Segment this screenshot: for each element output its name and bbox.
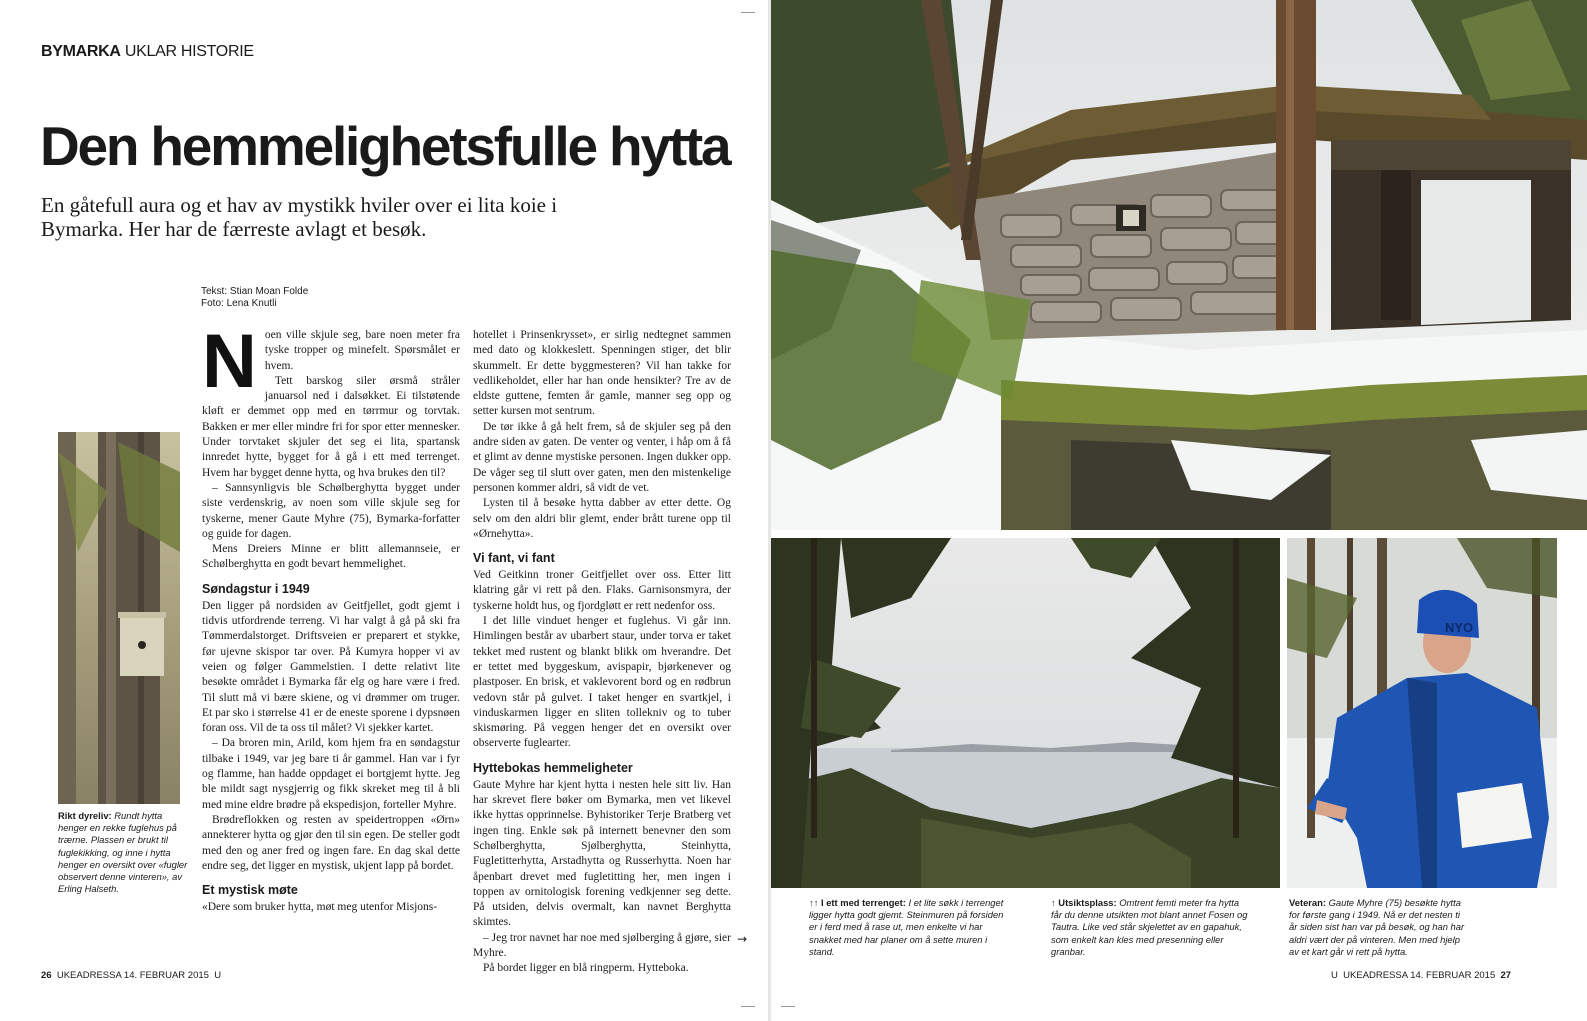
veteran-photo (1287, 538, 1557, 888)
body-column-1: N oen ville skjule seg, bare noen meter fra tyske tropper og minefelt. Spørsmålet er hvem. Tett barskog siler ørsmå stråler januarsol ned i dalsøkket. Ei tilstøtende kløft er demmet opp med en tørrmur og torvtak. Bakken er mer eller mindre fri for spor etter mennesker. Under torvtaket skjuler det seg ei lita, spartansk innredet hytte, bygget for å gå i ett med terrenget. Hvem har bygget denne hytta, og hva brukes den til? – Sannsynligvis ble Schølberghytta bygget under siste verdenskrig, av noen som ville skjule seg for tyskerne, mener Gaute Myhre (75), Bymarka-forfatter og guide for dagen. Mens Dreiers Minne er blitt allemannseie, er Schølberghytta en godt bevart hemmelighet. Søndagstur i 1949 Den ligger på nordsiden av Geitfjellet, godt gjemt i tidvis utfordrende terreng. Vi har valgt å gå på ski fra Tømmerdalstorget. Driftsveien er preparert et stykke, før ujevne skispor tar over. På Kumyra hopper vi av veien og følger Gammelstien. I dette relativt lite besøkte området i Bymarka får elg og hare være i fred. Til slutt må vi bære skiene, og vi drømmer om truger. Et par sko i størrelse 41 er de eneste sporene i dypsnøen foran oss. Vil de ta oss til målet? Vi sjekker kartet. – Da broren min, Arild, kom hjem fra en søndagstur tilbake i 1949, var jeg bare ti år gammel. Han var i fyr og flamme, han hadde oppdaget ei bortgjemt hytte. Jeg ble mildt sagt nysgjerrig og fikk skreket meg til å bli med mine eldre brødre på ekspedisjon, forteller Myhre. Brødreflokken og resten av speidertroppen «Ørn» annekterer hytta og gjør den til sin egen. De steller godt med den og aner fred og ingen fare. En dag skal dette endre seg, det ligger en mystisk, ukjent lapp på bordet. Et mystisk møte «Dere som bruker hytta, møt meg utenfor Misjons- (202, 319, 460, 914)
lede: En gåtefull aura og et hav av mystikk hviler over ei lita koie i Bymarka. Her har de færreste avlagt et besøk. (41, 193, 558, 241)
section-kicker: BYMARKA (41, 43, 121, 60)
subheading: Et mystisk møte (202, 883, 298, 898)
left-page (0, 0, 768, 1021)
drop-cap: N (202, 319, 257, 404)
photo-credit: Foto: Lena Knutli (201, 298, 277, 309)
text-credit: Tekst: Stian Moan Folde (201, 286, 309, 297)
birdhouse-caption: Rikt dyreliv: Rundt hytta henger en rekke fuglehus på trærne. Plassen er brukt til fuglekikking, og inne i hytta henger en oversikt over «fugler observert denne vinteren», av Erling Halseth. (58, 810, 188, 895)
crop-mark (781, 1006, 795, 1007)
section-topic: UKLAR HISTORIE (124, 43, 254, 60)
logo-icon: U (1331, 970, 1338, 981)
footer-right: U UKEADRESSA 14. FEBRUAR 2015 27 (1331, 970, 1512, 981)
veteran-caption: Veteran: Gaute Myhre (75) besøkte hytta for første gang i 1949. Nå er det nesten ti år siden sist han var på besøk, og han har aldri vært der på vinteren. Men med hjelp av et kart går vi rett på hytta. (1289, 897, 1465, 957)
body-column-2: hotellet i Prinsenkrysset», er sirlig nedtegnet sammen med dato og klokkeslett. Spenningen stiger, det blir skummelt. Er dette byggmesteren? Vil han takke for vedlikeholdet, eller har han onde hensikter? Tre av de eldste guttene, femten år gamle, manner seg opp og setter kursen mot sentrum. De tør ikke å gå helt frem, så de skjuler seg på den andre siden av gaten. De venter og venter, i håp om å få et glimt av denne mystiske personen. Ingen dukker opp. De våger seg til slutt over gaten, men den mistenkelige personen kommer aldri, så vidt de vet. Lysten til å besøke hytta dabber av etter dette. Og selv om den aldri blir glemt, ender brått turene opp til «Ørnehytta». Vi fant, vi fant Ved Geitkinn troner Geitfjellet over oss. Etter litt klatring går vi rett på den. Flaks. Garnisonsmyra, der tyskerne holdt hus, og fjordgløtt er rett nedenfor oss. I det lille vinduet henger et fuglehus. Vi går inn. Himlingen består av ubarbert staur, under torva er taket tekket med rustent og blankt blikk om hverandre. Det er tettet med byggeskum, avispapir, bjørkenever og plastposer. En brisk, et vaklevorent bord og en rødbrun vedovn står på gulvet. I taket henger en svartkjel, i vinduskarmen ligger en sliten tollekniv og to tuber skismøring. På veggen henger det en oversikt over observerte fuglearter. Hyttebokas hemmeligheter Gaute Myhre har kjent hytta i nesten hele sitt liv. Han har skrevet flere bøker om Bymarka, men vet likevel ikke hyttas opprinnelse. Byhistoriker Terje Bratberg vet ingen ting. Enkle søk på internett benevner den som Schølberghytta, Sjølberghytta, Steinhytta, Fugletitterhytta, Arstadhytta og Russerhytta. Noen har åpenbart drevet med fugletitting her, men ingen i toppen av ornitologisk forening vedkjenner seg dette. På utsiden, delvis overmalt, kan navnet Berghytta skimtes. – Jeg tror navnet har noe med sjølberging å gjøre, sier Myhre. På bordet ligger en blå ringperm. Hytteboka. (473, 329, 731, 975)
subheading: Hyttebokas hemmeligheter (473, 760, 633, 775)
logo-icon: U (214, 970, 222, 981)
view-caption: ↑ Utsiktsplass: Omtrent femti meter fra hytta får du denne utsikten mot blant annet Fosen og Tautra. Like ved står skjelettet av en gapahuk, som enkelt kan kles med presenning eller granbar. (1051, 897, 1248, 957)
subheading: Vi fant, vi fant (473, 551, 555, 566)
byline (201, 286, 308, 310)
hut-caption: ↑↑ I ett med terrenget: I et lite søkk i terrenget ligger hytta godt gjemt. Steinmuren på forsiden er i ferd med å rase ut, men enkelte vi har snakket med har planer om å sette muren i stand. (809, 897, 1004, 957)
right-page (771, 0, 1587, 1021)
subheading: Søndagstur i 1949 (202, 581, 310, 596)
birdhouse-photo (58, 432, 180, 804)
crop-mark (741, 1006, 755, 1007)
footer-left: 26 UKEADRESSA 14. FEBRUAR 2015 U (41, 970, 222, 981)
hat-text: NYO (1445, 620, 1474, 635)
view-photo (771, 538, 1280, 888)
headline: Den hemmelighetsfulle hytta (40, 115, 730, 177)
hut-photo (771, 0, 1587, 530)
section-label (41, 43, 254, 61)
crop-mark (741, 12, 755, 13)
continue-arrow-icon: → (737, 932, 748, 946)
